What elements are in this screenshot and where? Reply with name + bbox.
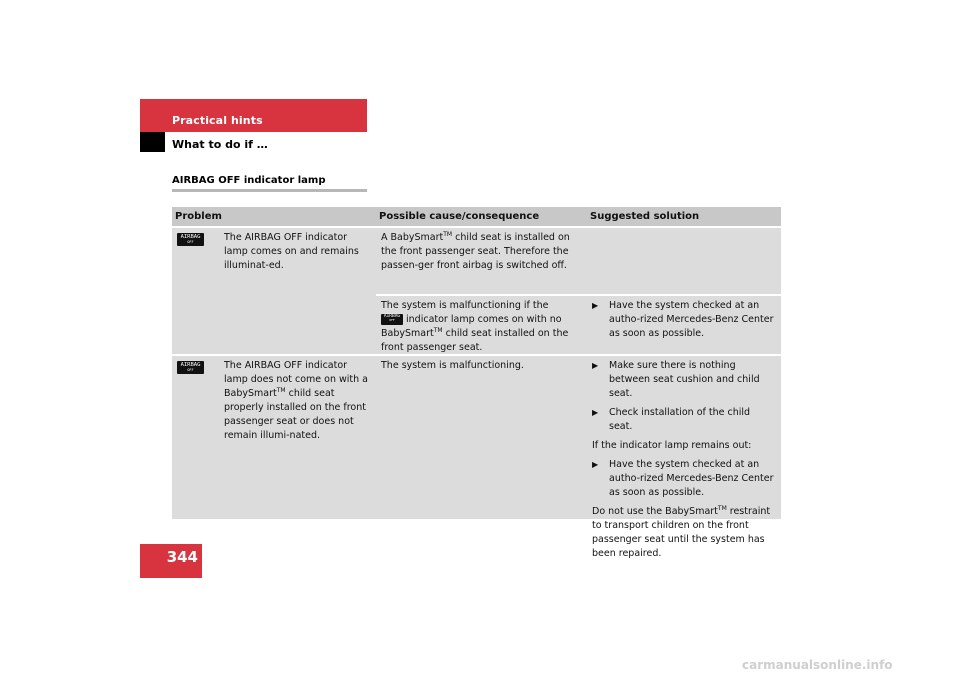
column-header-cause: Possible cause/consequence xyxy=(376,207,587,226)
table-heading: AIRBAG OFF indicator lamp xyxy=(172,175,326,186)
bullet-arrow-icon: ▶ xyxy=(592,361,599,370)
list-item: ▶ Make sure there is nothing between seat cushion and child seat. xyxy=(592,360,760,399)
column-header-problem: Problem xyxy=(172,207,376,226)
table-row xyxy=(172,356,781,559)
table-header-row xyxy=(172,207,781,226)
section-marker xyxy=(140,132,165,152)
bullet-arrow-icon: ▶ xyxy=(592,301,599,310)
watermark: carmanualsonline.info xyxy=(742,658,893,672)
solution-note: If the indicator lamp remains out: xyxy=(592,440,752,451)
airbag-off-icon: AIRBAG OFF xyxy=(177,361,204,374)
page-number-tab xyxy=(140,544,202,578)
solution-cell xyxy=(587,296,781,354)
page-subtitle: What to do if … xyxy=(172,138,268,151)
problem-cell xyxy=(172,228,376,354)
problem-cell xyxy=(172,356,376,519)
troubleshooting-table xyxy=(172,207,781,559)
airbag-off-icon: AIRBAG OFF xyxy=(381,314,403,325)
list-item: ▶ Have the system checked at an autho-rized Mercedes-Benz Center as soon as possible. xyxy=(592,300,774,339)
section-title: Practical hints xyxy=(172,114,263,127)
bullet-arrow-icon: ▶ xyxy=(592,408,599,417)
problem-text: The AIRBAG OFF indicator lamp does not come on with a BabySmart™ child seat properly installed on the front passenger seat or does not remain illumi-nated. xyxy=(224,360,369,441)
solution-cell xyxy=(587,228,781,294)
airbag-off-icon: AIRBAG OFF xyxy=(177,233,204,246)
list-item: ▶ Check installation of the child seat. xyxy=(592,407,751,432)
column-header-solution: Suggested solution xyxy=(587,207,781,226)
section-tab xyxy=(140,99,367,132)
table-row xyxy=(172,228,781,354)
list-item: ▶ Have the system checked at an autho-rized Mercedes-Benz Center as soon as possible. xyxy=(592,459,774,498)
bullet-arrow-icon: ▶ xyxy=(592,460,599,469)
page-number: 344 xyxy=(166,548,198,566)
problem-text: The AIRBAG OFF indicator lamp comes on and remains illuminat-ed. xyxy=(224,232,359,271)
heading-divider xyxy=(172,189,367,192)
cause-cell: A BabySmart™ child seat is installed on the front passenger seat. Therefore the passen-ger front airbag is switched off. xyxy=(376,228,587,294)
cause-cell: The system is malfunctioning. xyxy=(376,356,587,519)
solution-note: Do not use the BabySmart™ restraint to transport children on the front passenger seat until the system has been repaired. xyxy=(592,504,771,559)
solution-cell xyxy=(587,356,781,559)
cause-cell: The system is malfunctioning if the AIRBAG OFF indicator lamp comes on with no BabySmart™ child seat installed on the front passenger seat. xyxy=(376,296,587,354)
